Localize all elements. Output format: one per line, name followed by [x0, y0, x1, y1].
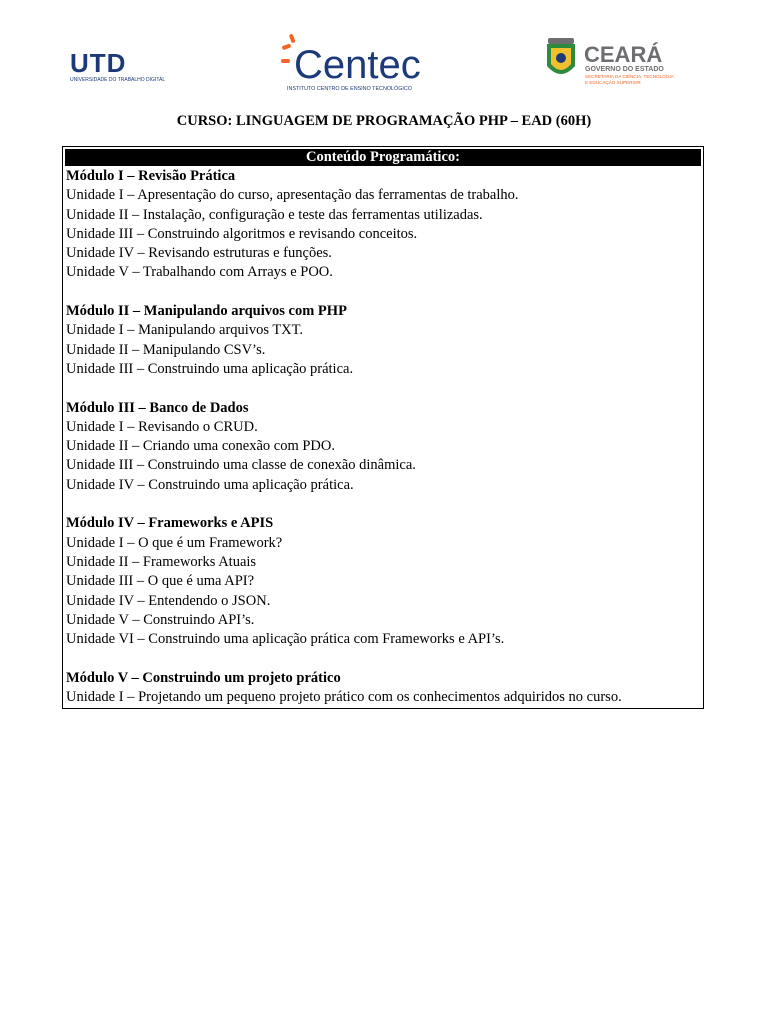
unit-item: Unidade II – Frameworks Atuais	[66, 553, 257, 570]
module-title: Módulo I – Revisão Prática	[66, 168, 236, 184]
module-list	[63, 166, 703, 707]
unit-item: Unidade I – Projetando um pequeno projeto prático com os conhecimentos adquiridos no curso.	[66, 689, 622, 706]
unit-item: Unidade I – Apresentação do curso, apresentação das ferramentas de trabalho.	[66, 187, 519, 204]
unit-item: Unidade VI – Construindo uma aplicação prática com Frameworks e API’s.	[66, 631, 505, 648]
unit-item: Unidade II – Instalação, configuração e teste das ferramentas utilizadas.	[66, 206, 483, 223]
unit-item: Unidade I – O que é um Framework?	[66, 534, 283, 551]
unit-item: Unidade IV – Revisando estruturas e funções.	[66, 245, 332, 262]
unit-item: Unidade III – Construindo algoritmos e revisando conceitos.	[66, 225, 418, 242]
svg-text:E EDUCAÇÃO SUPERIOR: E EDUCAÇÃO SUPERIOR	[585, 80, 641, 85]
unit-item: Unidade V – Construindo API’s.	[66, 611, 255, 628]
svg-text:UNIVERSIDADE DO TRABALHO DIGIT: UNIVERSIDADE DO TRABALHO DIGITAL	[70, 77, 166, 83]
module	[66, 302, 703, 379]
unit-item: Unidade I – Revisando o CRUD.	[66, 418, 258, 435]
ceara-logo	[542, 38, 702, 88]
svg-text:GOVERNO DO ESTADO: GOVERNO DO ESTADO	[585, 66, 664, 73]
svg-text:UTD: UTD	[70, 50, 127, 78]
ceara-coat-of-arms-icon	[547, 38, 575, 74]
module	[66, 167, 703, 283]
content-table	[62, 146, 704, 709]
course-title: CURSO: LINGUAGEM DE PROGRAMAÇÃO PHP – EAD (60H)	[176, 113, 592, 129]
unit-item: Unidade IV – Entendendo o JSON.	[66, 592, 271, 609]
content-header: Conteúdo Programático:	[65, 149, 701, 166]
unit-item: Unidade III – Construindo uma aplicação prática.	[66, 360, 354, 377]
unit-item: Unidade I – Manipulando arquivos TXT.	[66, 322, 304, 339]
module-title: Módulo II – Manipulando arquivos com PHP	[66, 303, 347, 320]
header-logos	[0, 0, 768, 100]
svg-text:CEARÁ: CEARÁ	[584, 42, 663, 67]
unit-item: Unidade IV – Construindo uma aplicação prática.	[66, 476, 354, 493]
module	[66, 514, 703, 649]
module-title: Módulo IV – Frameworks e APIS	[66, 515, 274, 532]
utd-logo	[70, 50, 180, 84]
unit-item: Unidade II – Criando uma conexão com PDO.	[66, 438, 335, 455]
svg-text:Centec: Centec	[294, 43, 421, 87]
unit-item: Unidade III – Construindo uma classe de conexão dinâmica.	[66, 457, 416, 474]
unit-item: Unidade III – O que é uma API?	[66, 573, 255, 590]
module-title: Módulo III – Banco de Dados	[66, 399, 249, 416]
module	[66, 399, 703, 495]
module-title: Módulo V – Construindo um projeto prático	[66, 669, 341, 686]
centec-logo	[280, 30, 450, 96]
module	[66, 669, 703, 708]
unit-item: Unidade II – Manipulando CSV’s.	[66, 341, 266, 358]
svg-text:INSTITUTO CENTRO DE ENSINO TEC: INSTITUTO CENTRO DE ENSINO TECNOLÓGICO	[287, 86, 412, 92]
unit-item: Unidade V – Trabalhando com Arrays e POO.	[66, 264, 333, 281]
svg-text:SECRETARIA DA CIÊNCIA, TECNOLO: SECRETARIA DA CIÊNCIA, TECNOLOGIA	[585, 74, 674, 79]
